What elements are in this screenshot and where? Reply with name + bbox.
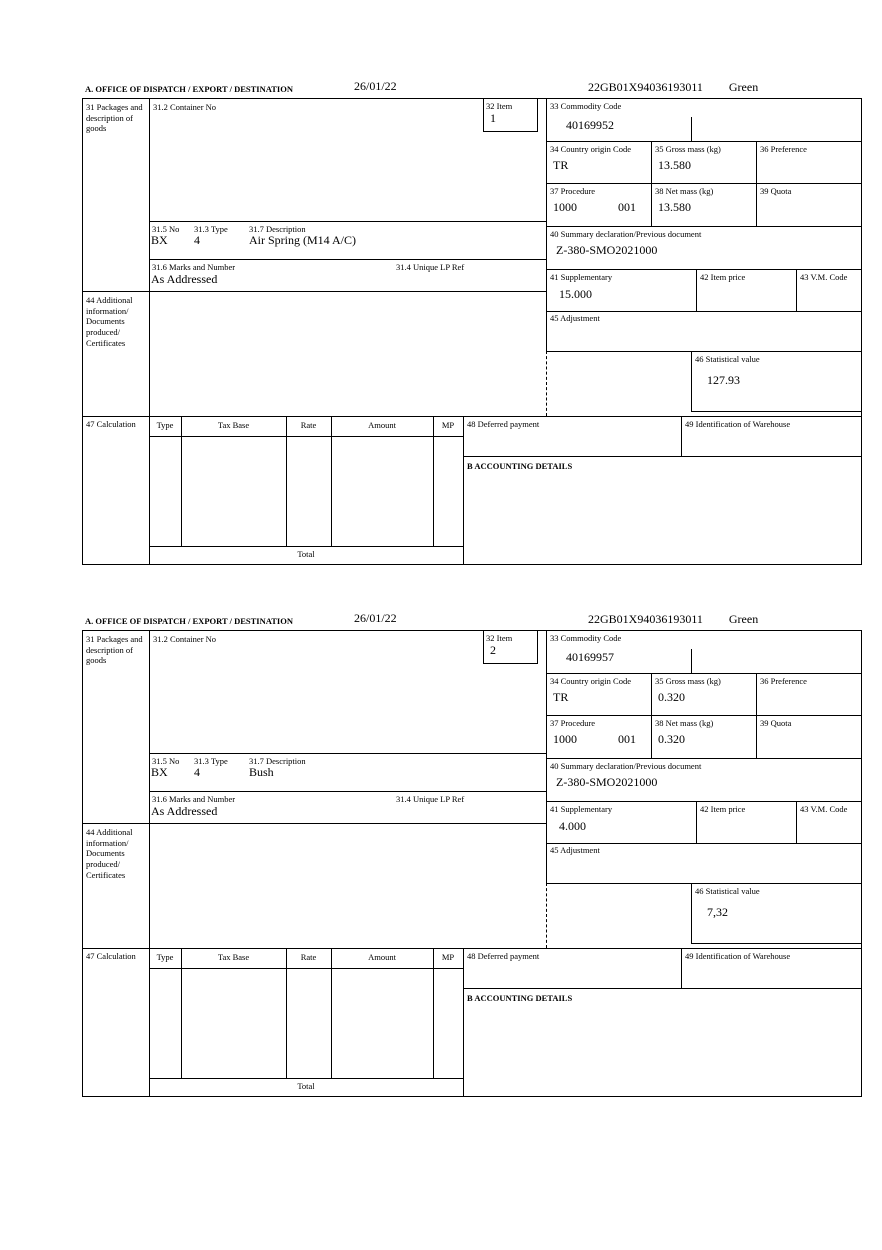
box40-previous-document: Z-380-SMO2021000 [556, 243, 658, 257]
divider [433, 948, 434, 1078]
box32-item-label: 32 Item [486, 101, 513, 111]
box35-gross-label: 35 Gross mass (kg) [655, 676, 721, 686]
box40-summary-label: 40 Summary declaration/Previous document [550, 229, 702, 239]
office-of-dispatch-label: A. OFFICE OF DISPATCH / EXPORT / DESTINATION [85, 616, 293, 626]
divider [546, 801, 861, 802]
col-tax-base-header: Tax Base [217, 420, 250, 430]
commodity-code-tick [691, 649, 692, 673]
divider [796, 801, 797, 843]
box39-quota-label: 39 Quota [760, 186, 792, 196]
divider [149, 259, 546, 260]
divider [463, 416, 464, 564]
divider [149, 791, 546, 792]
item-form-box [82, 630, 862, 1097]
box317-description-label: 31.7 Description [249, 756, 306, 766]
col-amount-header: Amount [368, 420, 396, 430]
divider [546, 715, 861, 716]
item-block-1 [82, 78, 862, 568]
col-mp-header: MP [441, 952, 455, 962]
box47-calculation-label: 47 Calculation [86, 951, 136, 961]
divider [546, 758, 861, 759]
box44-additional-info-label: 44 Additional information/ Documents produced/ Certificates [86, 827, 133, 880]
box37-procedure-code: 1000 [553, 732, 577, 746]
box37-procedure-code: 1000 [553, 200, 577, 214]
accounting-details-label: B ACCOUNTING DETAILS [467, 993, 573, 1003]
divider [546, 99, 547, 351]
col-mp-header: MP [441, 420, 455, 430]
box37-procedure-label: 37 Procedure [550, 718, 596, 728]
divider [756, 673, 757, 758]
box47-calculation-label: 47 Calculation [86, 419, 136, 429]
box33-commodity-code: 40169957 [566, 650, 614, 664]
packages-count: BX [151, 765, 168, 779]
box38-net-label: 38 Net mass (kg) [655, 186, 714, 196]
box41-supplementary-units: 4.000 [559, 819, 586, 833]
box34-country-label: 34 Country origin Code [550, 676, 631, 686]
box34-country-code: TR [553, 690, 569, 704]
box42-item-price-label: 42 Item price [700, 272, 746, 282]
col-type-header: Type [156, 420, 174, 430]
box40-previous-document: Z-380-SMO2021000 [556, 775, 658, 789]
divider [149, 221, 546, 222]
divider [149, 546, 463, 547]
box317-description-label: 31.7 Description [249, 224, 306, 234]
box36-preference-label: 36 Preference [760, 676, 807, 686]
box41-supplementary-label: 41 Supplementary [550, 272, 613, 282]
box44-additional-info-label: 44 Additional information/ Documents produced/ Certificates [86, 295, 133, 348]
box46-statistical-label: 46 Statistical value [695, 886, 760, 896]
box31-label: 31 Packages and description of goods [86, 102, 143, 134]
divider [691, 883, 692, 943]
divider [83, 291, 546, 292]
divider [796, 269, 797, 311]
packages-kind: 4 [194, 765, 200, 779]
commodity-code-tick [691, 117, 692, 141]
box46-statistical-value: 127.93 [707, 373, 740, 387]
divider [546, 311, 861, 312]
box41-supplementary-units: 15.000 [559, 287, 592, 301]
box314-unique-lp-label: 31.4 Unique LP Ref [396, 262, 465, 272]
box32-item-number: 2 [490, 643, 496, 657]
box37-procedure-label: 37 Procedure [550, 186, 596, 196]
box37-procedure-suffix: 001 [618, 200, 636, 214]
box32-item-number: 1 [490, 111, 496, 125]
divider [546, 883, 861, 884]
divider [691, 943, 861, 944]
box43-vm-code-label: 43 V.M. Code [800, 804, 848, 814]
divider [691, 351, 692, 411]
total-label: Total [297, 1081, 315, 1091]
box46-statistical-value: 7,32 [707, 905, 728, 919]
box49-warehouse-label: 49 Identification of Warehouse [685, 951, 791, 961]
box45-adjustment-label: 45 Adjustment [550, 845, 600, 855]
divider [149, 753, 546, 754]
divider [691, 411, 861, 412]
divider [181, 416, 182, 546]
dashed-divider [546, 883, 547, 948]
box39-quota-label: 39 Quota [760, 718, 792, 728]
box33-commodity-code: 40169952 [566, 118, 614, 132]
divider [546, 141, 861, 142]
divider [83, 948, 861, 949]
divider [181, 948, 182, 1078]
divider [696, 269, 697, 311]
box43-vm-code-label: 43 V.M. Code [800, 272, 848, 282]
declaration-date: 26/01/22 [354, 79, 397, 93]
divider [546, 673, 861, 674]
box41-supplementary-label: 41 Supplementary [550, 804, 613, 814]
box313-type-label: 31.3 Type [194, 224, 228, 234]
box38-net-label: 38 Net mass (kg) [655, 718, 714, 728]
divider [651, 673, 652, 758]
box48-deferred-label: 48 Deferred payment [467, 419, 540, 429]
box40-summary-label: 40 Summary declaration/Previous document [550, 761, 702, 771]
declaration-date: 26/01/22 [354, 611, 397, 625]
routing-status: Green [728, 612, 759, 626]
box34-country-code: TR [553, 158, 569, 172]
divider [149, 436, 463, 437]
divider [546, 843, 861, 844]
box45-adjustment-label: 45 Adjustment [550, 313, 600, 323]
col-type-header: Type [156, 952, 174, 962]
box31-label: 31 Packages and description of goods [86, 634, 143, 666]
box35-gross-label: 35 Gross mass (kg) [655, 144, 721, 154]
mrn-number: 22GB01X94036193011 [588, 80, 703, 94]
divider [696, 801, 697, 843]
goods-description: Air Spring (M14 A/C) [249, 233, 357, 247]
divider [149, 99, 150, 564]
divider [286, 416, 287, 546]
box38-net-mass: 13.580 [658, 200, 691, 214]
divider [546, 351, 861, 352]
box315-no-label: 31.5 No [152, 224, 180, 234]
divider [546, 269, 861, 270]
routing-status: Green [728, 80, 759, 94]
divider [546, 183, 861, 184]
divider [463, 988, 861, 989]
box316-marks-label: 31.6 Marks and Number [152, 794, 236, 804]
divider [149, 1078, 463, 1079]
divider [756, 141, 757, 226]
box35-gross-mass: 0.320 [658, 690, 685, 704]
divider [463, 456, 861, 457]
box37-procedure-suffix: 001 [618, 732, 636, 746]
marks-value: As Addressed [151, 804, 218, 818]
box313-type-label: 31.3 Type [194, 756, 228, 766]
total-label: Total [297, 549, 315, 559]
marks-value: As Addressed [151, 272, 218, 286]
accounting-details-label: B ACCOUNTING DETAILS [467, 461, 573, 471]
divider [286, 948, 287, 1078]
divider [149, 968, 463, 969]
box314-unique-lp-label: 31.4 Unique LP Ref [396, 794, 465, 804]
packages-kind: 4 [194, 233, 200, 247]
box316-marks-label: 31.6 Marks and Number [152, 262, 236, 272]
box36-preference-label: 36 Preference [760, 144, 807, 154]
divider [433, 416, 434, 546]
box35-gross-mass: 13.580 [658, 158, 691, 172]
goods-description: Bush [249, 765, 274, 779]
box34-country-label: 34 Country origin Code [550, 144, 631, 154]
divider [681, 948, 682, 988]
box46-statistical-label: 46 Statistical value [695, 354, 760, 364]
item-form-box [82, 98, 862, 565]
mrn-number: 22GB01X94036193011 [588, 612, 703, 626]
dashed-divider [546, 351, 547, 416]
box49-warehouse-label: 49 Identification of Warehouse [685, 419, 791, 429]
mrn-reference [588, 80, 758, 95]
divider [546, 226, 861, 227]
divider [331, 416, 332, 546]
divider [651, 141, 652, 226]
divider [83, 416, 861, 417]
box312-container-label: 31.2 Container No [153, 102, 217, 112]
box48-deferred-label: 48 Deferred payment [467, 951, 540, 961]
col-rate-header: Rate [300, 952, 317, 962]
box33-commodity-label: 33 Commodity Code [550, 633, 622, 643]
office-of-dispatch-label: A. OFFICE OF DISPATCH / EXPORT / DESTINATION [85, 84, 293, 94]
box315-no-label: 31.5 No [152, 756, 180, 766]
box32-item-label: 32 Item [486, 633, 513, 643]
divider [331, 948, 332, 1078]
divider [681, 416, 682, 456]
col-rate-header: Rate [300, 420, 317, 430]
item-block-2 [82, 610, 862, 1100]
divider [463, 948, 464, 1096]
box38-net-mass: 0.320 [658, 732, 685, 746]
col-tax-base-header: Tax Base [217, 952, 250, 962]
box33-commodity-label: 33 Commodity Code [550, 101, 622, 111]
col-amount-header: Amount [368, 952, 396, 962]
mrn-reference [588, 612, 758, 627]
box312-container-label: 31.2 Container No [153, 634, 217, 644]
divider [149, 631, 150, 1096]
box42-item-price-label: 42 Item price [700, 804, 746, 814]
packages-count: BX [151, 233, 168, 247]
divider [83, 823, 546, 824]
divider [546, 631, 547, 883]
